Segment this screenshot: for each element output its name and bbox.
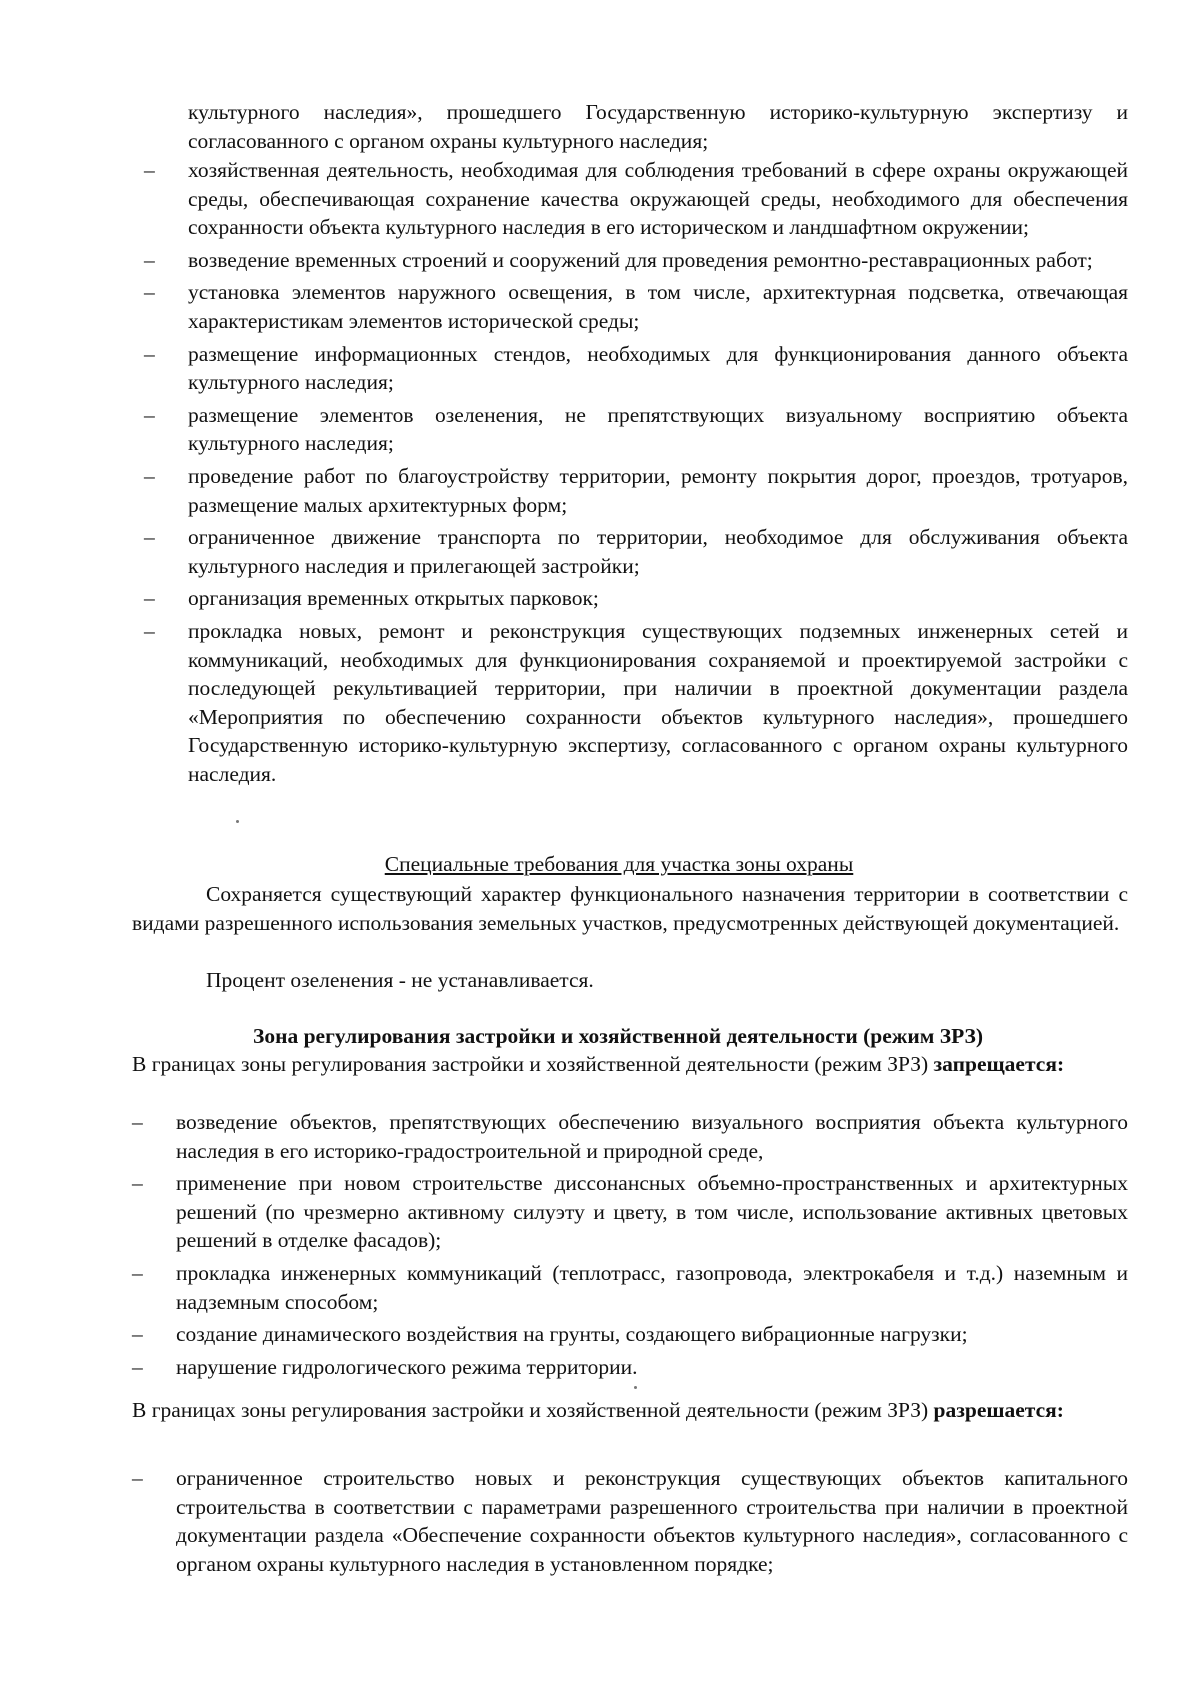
list-item-text: возведение объектов, препятствующих обеспечению визуального восприятия объекта культурного наследия в его историко-градостроительной и природной среде, (176, 1110, 1128, 1163)
dash-bullet: – (144, 280, 155, 305)
allowed-intro: В границах зоны регулирования застройки и хозяйственной деятельности (режим ЗРЗ) (132, 1398, 929, 1422)
list-item-text: размещение информационных стендов, необходимых для функционирования данного объекта культурного наследия; (188, 341, 1128, 395)
dash-bullet: – (144, 402, 155, 427)
list-item (144, 523, 1128, 580)
allowed-intro-block (132, 1396, 1128, 1425)
continuation-text: культурного наследия», прошедшего Государственную историко-культурную экспертизу и согласованного с органом охраны культурного наследия; (188, 100, 1128, 153)
allowed-word: разрешается: (933, 1398, 1064, 1422)
special-paragraph: Сохраняется существующий характер функционального назначения территории в соответствии с видами разрешенного использования земельных участков, предусмотренных действующей документацией. (132, 882, 1128, 935)
dash-bullet: – (132, 1260, 143, 1285)
zrz-heading-wrap (0, 1022, 1200, 1051)
list-item (132, 1259, 1128, 1316)
list-item (144, 246, 1128, 275)
list-item-text: возведение временных строений и сооружений для проведения ремонтно-реставрационных работ; (188, 247, 1093, 272)
list-item (144, 156, 1128, 242)
dash-bullet: – (132, 1110, 143, 1134)
dash-bullet: – (132, 1354, 143, 1379)
scan-speck (634, 1386, 637, 1389)
allowed-list (132, 1464, 1128, 1582)
list-item-text: ограниченное движение транспорта по территории, необходимое для обслуживания объекта культурного наследия и прилегающей застройки; (188, 525, 1128, 578)
list-item (132, 1169, 1128, 1255)
zrz-heading: Зона регулирования застройки и хозяйственной деятельности (режим ЗРЗ) (252, 1024, 983, 1048)
dash-bullet: – (132, 1466, 143, 1490)
prohibited-list (132, 1108, 1128, 1385)
special-heading: Специальные требования для участка зоны охраны (384, 852, 854, 876)
list-item (144, 340, 1128, 397)
list-item-text: размещение элементов озеленения, не препятствующих визуальному восприятию объекта культурного наследия; (188, 402, 1128, 456)
list-item-text: прокладка инженерных коммуникаций (теплотрасс, газопровода, электрокабеля и т.д.) наземным и надземным способом; (176, 1260, 1128, 1314)
prohibited-intro-block (132, 1050, 1128, 1079)
list-item (132, 1464, 1128, 1578)
dash-bullet: – (144, 341, 155, 366)
list-item-text: нарушение гидрологического режима территории. (176, 1354, 638, 1379)
permitted-activities-list (144, 156, 1128, 792)
list-item (144, 401, 1128, 458)
list-item (132, 1108, 1128, 1165)
prohibited-intro: В границах зоны регулирования застройки и хозяйственной деятельности (режим ЗРЗ) (132, 1052, 929, 1076)
prohibited-word: запрещается: (933, 1052, 1065, 1076)
dash-bullet: – (144, 618, 155, 643)
list-item-text: применение при новом строительстве диссонансных объемно-пространственных и архитектурных решений (по чрезмерно активному силуэту и цвету, в том числе, использование активных цветовых решений в отделке фасадов); (176, 1171, 1128, 1253)
list-item-text: организация временных открытых парковок; (188, 586, 599, 611)
dash-bullet: – (132, 1171, 143, 1196)
list-item-text: хозяйственная деятельность, необходимая для соблюдения требований в сфере охраны окружающей среды, обеспечивающая сохранение качества окружающей среды, необходимого для обеспечения сохранности объекта культурного наследия в его историческом и ландшафтном окружении; (188, 158, 1128, 240)
list-item-text: создание динамического воздействия на грунты, создающего вибрационные нагрузки; (176, 1322, 968, 1347)
list-item (144, 584, 1128, 613)
dash-bullet: – (144, 463, 155, 488)
dash-bullet: – (144, 247, 155, 272)
dash-bullet: – (144, 158, 155, 182)
list-item (132, 1353, 1128, 1382)
dash-bullet: – (144, 586, 155, 611)
list-item (132, 1320, 1128, 1349)
list-item-text: установка элементов наружного освещения, в том числе, архитектурная подсветка, отвечающая характеристикам элементов исторической среды; (188, 280, 1128, 333)
list-item (144, 617, 1128, 789)
list-item (144, 278, 1128, 335)
list-item-text: проведение работ по благоустройству территории, ремонту покрытия дорог, проездов, тротуаров, размещение малых архитектурных форм; (188, 463, 1128, 517)
list-item-text: ограниченное строительство новых и реконструкция существующих объектов капитального строительства в соответствии с параметрами разрешенного строительства при наличии в проектной документации раздела «Обеспечение сохранности объектов культурного наследия», согласованного с органом охраны культурного наследия в установленном порядке; (176, 1466, 1128, 1576)
list-item-text: прокладка новых, ремонт и реконструкция существующих подземных инженерных сетей и коммуникаций, необходимых для функционирования сохраняемой и проектируемой застройки с последующей рекультивацией территории, при наличии в проектной документации раздела «Мероприятия по обеспечению сохранности объектов культурного наследия», прошедшего Государственную историко-культурную экспертизу, согласованного с органом охраны культурного наследия. (188, 618, 1128, 786)
list-item (144, 462, 1128, 519)
dash-bullet: – (132, 1322, 143, 1347)
dash-bullet: – (144, 525, 155, 550)
special-heading-wrap (0, 850, 1200, 879)
greening-line: Процент озеленения - не устанавливается. (206, 968, 594, 992)
scan-speck (236, 820, 239, 823)
